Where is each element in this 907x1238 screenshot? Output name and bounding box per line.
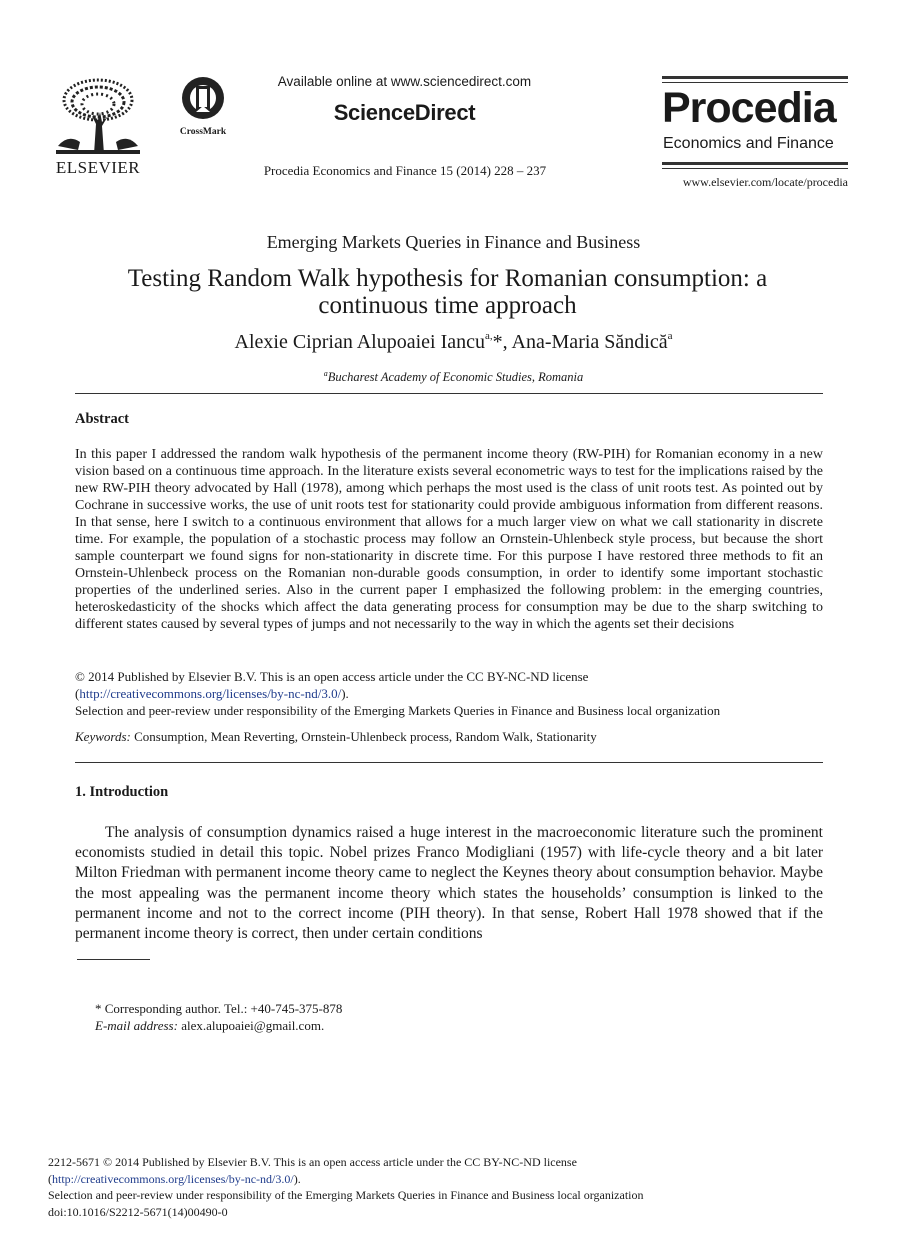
section-divider (75, 762, 823, 763)
elsevier-logo (50, 76, 146, 180)
available-online-text: Available online at www.sciencedirect.com (277, 74, 532, 89)
footer-peer-review: Selection and peer-review under responsibility of the Emerging Markets Queries in Finance and Business local organization (48, 1188, 644, 1202)
copyright-line: © 2014 Published by Elsevier B.V. This is an open access article under the CC BY-NC-ND license (75, 669, 589, 684)
license-paren: ). (341, 686, 349, 701)
footer-license-link[interactable]: http://creativecommons.org/licenses/by-nc-nd/3.0/ (52, 1171, 294, 1186)
keywords-list: Consumption, Mean Reverting, Ornstein-Uhlenbeck process, Random Walk, Stationarity (130, 729, 597, 744)
introduction-body: The analysis of consumption dynamics raised a huge interest in the macroeconomic literature such the prominent economists studied in detail this topic. Nobel prizes Franco Modigliani (1957) with life-cycle theory and a bit later Milton Friedman with permanent income theory came to neglect the Keynes theory about consumption behavior. Maybe the most appealing was the permanent income theory which states the households’ consumption is linked to the permanent income and not to the correct income (PIH theory). In that sense, Robert Hall 1978 showed that if the permanent income theory is correct, then under certain conditions (75, 824, 823, 943)
keywords (75, 729, 823, 745)
footnote-rule (77, 959, 150, 960)
author-list (0, 331, 907, 354)
affiliation (0, 370, 907, 385)
author-affiliation-mark: a (667, 330, 673, 342)
license-paren: ( (75, 686, 80, 701)
issn-line: 2212-5671 © 2014 Published by Elsevier B.V. This is an open access article under the CC BY-NC-ND license (48, 1155, 577, 1169)
procedia-bottom-rule-thin (662, 168, 848, 169)
sciencedirect-brand: ScienceDirect (333, 100, 476, 125)
doi[interactable]: doi:10.1016/S2212-5671(14)00490-0 (48, 1204, 228, 1219)
email-label: E-mail address: (95, 1018, 178, 1033)
author-name: Alexie Ciprian Alupoaiei Iancu (234, 331, 485, 353)
journal-subtitle: Economics and Finance (663, 135, 834, 152)
license-link[interactable]: http://creativecommons.org/licenses/by-nc-nd/3.0/ (79, 686, 342, 701)
author-affiliation-mark: a, (485, 330, 493, 342)
introduction-heading: 1. Introduction (75, 784, 169, 800)
section-divider (75, 393, 823, 394)
paper-title: Testing Random Walk hypothesis for Romanian consumption: a continuous time approach (127, 265, 768, 319)
copyright-notice (75, 668, 823, 719)
license-line (75, 685, 823, 702)
journal-reference: Procedia Economics and Finance 15 (2014) 228 – 237 (263, 163, 547, 178)
keywords-label: Keywords: (75, 729, 131, 744)
license-paren: ( (48, 1171, 52, 1186)
author-separator: , (502, 331, 512, 353)
journal-brand: Procedia (662, 84, 836, 132)
elsevier-tree-icon (52, 76, 144, 156)
procedia-top-rule (662, 76, 848, 79)
footer-license-line (48, 1171, 848, 1188)
crossmark-icon (181, 76, 225, 120)
email-address[interactable]: alex.alupoaiei@gmail.com. (177, 1018, 325, 1033)
author-name: Ana-Maria Săndică (511, 331, 668, 353)
affiliation-mark: a (323, 369, 328, 378)
procedia-bottom-rule (662, 162, 848, 165)
corresponding-author: * Corresponding author. Tel.: +40-745-375-878 (95, 1001, 343, 1016)
conference-name: Emerging Markets Queries in Finance and Business (266, 232, 641, 252)
email-line (95, 1017, 342, 1034)
crossmark-label: CrossMark (179, 127, 227, 137)
license-paren: ). (293, 1171, 301, 1186)
footnote (95, 1000, 342, 1034)
crossmark-badge[interactable] (172, 76, 234, 137)
page-footer (48, 1154, 848, 1220)
affiliation-text: Bucharest Academy of Economic Studies, Romania (327, 370, 584, 384)
publisher-name: ELSEVIER (55, 158, 141, 177)
peer-review-line: Selection and peer-review under responsibility of the Emerging Markets Queries in Finance and Business local organization (75, 703, 721, 718)
corresponding-mark[interactable]: * (492, 331, 503, 353)
procedia-top-rule-thin (662, 82, 848, 83)
abstract-body: In this paper I addressed the random walk hypothesis of the permanent income theory (RW-PIH) for Romanian economy in a new vision based on a continuous time approach. In the literature exists several econometric ways to test for the implications raised by the new RW-PIH theory advocated by Hall (1978), among which perhaps the most used is the class of unit roots test. As pointed out by Cochrane in successive works, the use of unit roots test for stationarity could provide ambiguous information from different reasons. In that sense, here I switch to a continuous environment that allows for a much larger view on what we call stationarity in discrete time. For example, the population of a stochastic process may follow an Ornstein-Uhlenbeck style process, but because the short sample counterpart we found signs for non-stationarity in discrete time. For this purpose I have restored three methods to fit an Ornstein-Uhlenbeck process on the Romanian non-durable goods consumption, in order to identify some important stochastic properties of the underlined series. Also in the current paper I emphasized the following problem: in the emerging countries, heteroskedasticity of the shocks which affect the data generating process for consumption may be due to the sharp switching to different states caused by several types of jumps and not necessarily to the way in which the agents set their decisions (75, 447, 823, 632)
journal-url[interactable]: www.elsevier.com/locate/procedia (682, 175, 848, 189)
abstract-heading: Abstract (75, 411, 129, 427)
